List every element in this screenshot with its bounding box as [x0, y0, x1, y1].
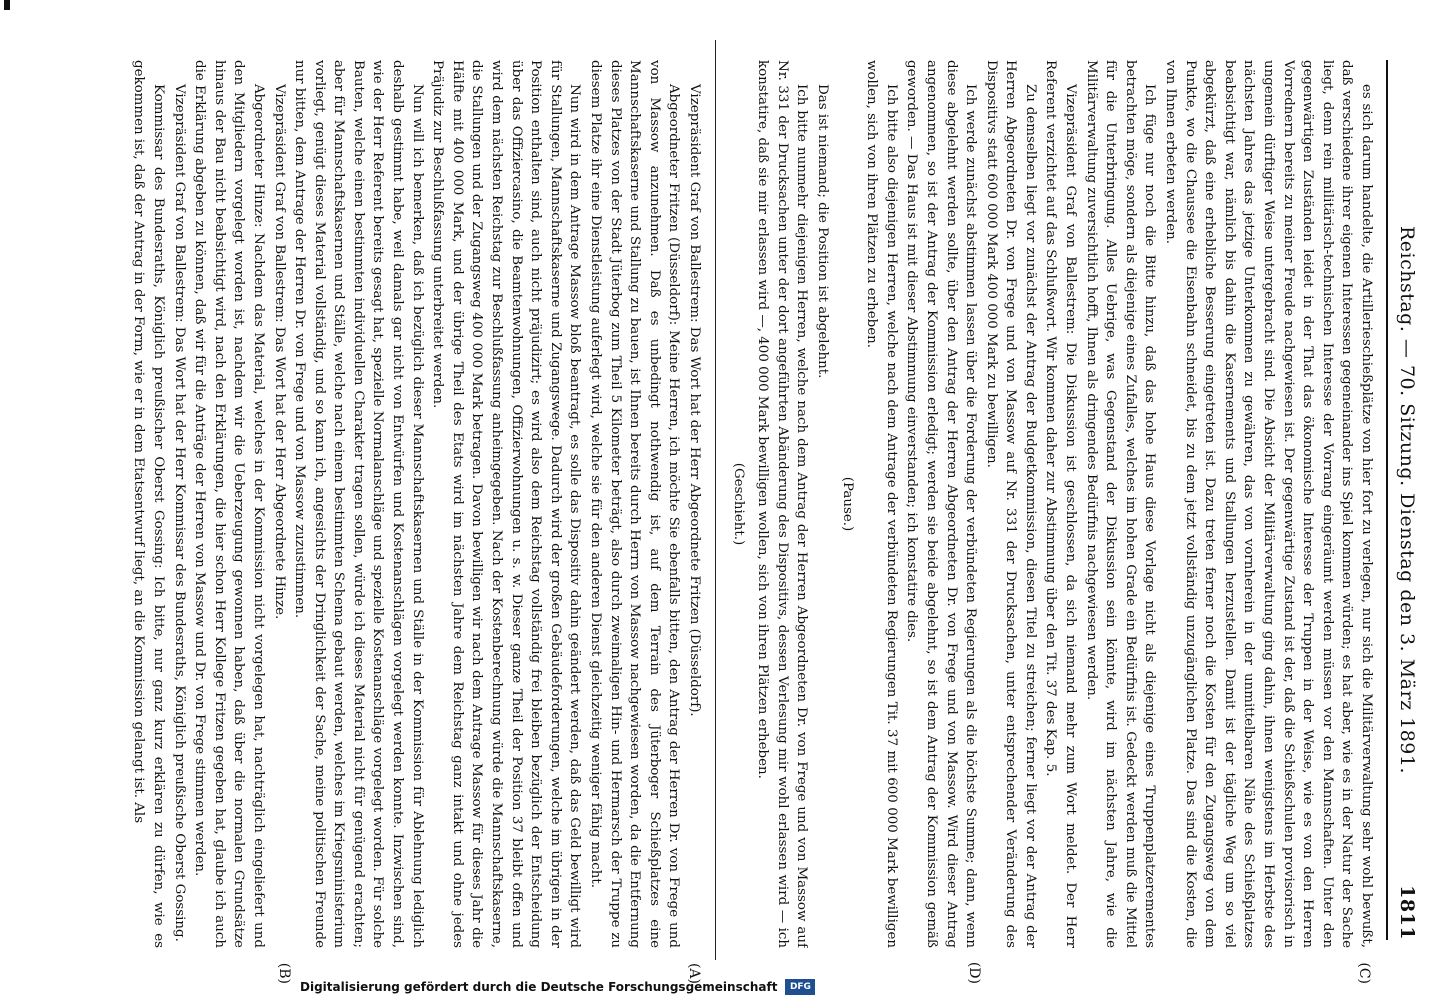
margin-mark-c: (C): [1356, 962, 1372, 984]
head-rule: [1386, 60, 1388, 940]
left-text-column: [44, 60, 704, 948]
right-text-column: [724, 60, 1376, 948]
running-head: [1388, 60, 1418, 940]
page-number: 1811: [1396, 885, 1418, 940]
paragraph: Das ist niemand; die Position ist abgelehnt.: [814, 84, 830, 379]
paragraph: Nun will ich bemerken, daß ich bezüglich dieser Mannschaftskasernen und Ställe in der Kommission für Ablehnung lediglich deshalb gestimmt habe, weil damals gar nicht von Entwürfen und Kostenanschlägen vorgelegt werden konnte. Inzwischen sind, wie der Herr Referent bereits gesagt hat, spezielle Normalanschläge und spezielle Kostenanschläge vorgelegt worden. Für solche Bauten, welche einen bestimmten individuellen Charakter tragen sollen, würde ich dieses Material nicht für genügend erachten; aber für Mannschaftskasernen und Ställe, welche nach einem bestimmten Schema gebaut werden, welches im Kriegsministerium vorliegt, genügt dieses Material vollständig, und so kann ich, angesichts der Dringlichkeit der Sache, meine politischen Freunde nur bitten, dem Antrage der Herren Dr. von Frege und von Massow zuzustimmen.: [292, 60, 425, 948]
paragraph: Ich füge nur noch die Bitte hinzu, daß das hohe Haus diese Vorlage nicht als diejenige eines Truppenplatzerementes betrachten möge, sondern als diejenige eines Zufalles, welches im hohen Grade ein Bedürfnis ist. Gedeckt werden muß die Mittel für die Unterbringung. Alles Uebrige, was Gegenstand der Diskussion sein könnte, wird im nächsten Jahre, wie die Militärverwaltung zuversichtlich hofft, Ihnen als dringendes Bedürfnis nachgewiesen werden.: [1083, 60, 1158, 948]
margin-mark-a: (A): [686, 962, 702, 984]
paragraph: Vizepräsident Graf von Ballestrem: Die Diskussion ist geschlossen, da sich niemand mehr zum Wort meldet. Der Herr Referent verzichtet auf das Schlußwort. Wir kommen daher zur Abstimmung über den Tit. 37 des Kap. 5.: [1043, 60, 1079, 948]
paragraph: Ich bitte also diejenigen Herren, welche nach dem Antrage der verbündeten Regierungen Tit. 37 mit 600 000 Mark bewilligen wollen, sich von ihren Plätzen zu erheben.: [864, 60, 899, 948]
paragraph: Ich bitte nunmehr diejenigen Herren, welche nach dem Antrag der Herren Abgeordneten Dr. von Frege und von Massow auf Nr. 331 der Drucksachen unter der dort angeführten Abänderung des Dispositivs, dessen Verlesung mir wohl erlassen wird — ich konstatire, daß sie mir erlassen wird —, 400 000 Mark bewilligen wollen, sich von ihren Plätzen erheben.: [755, 60, 810, 948]
running-head-title: Reichstag. — 70. Sitzung. Dienstag den 3. März 1891.: [1396, 225, 1418, 775]
paragraph: Ich werde zunächst abstimmen lassen über die Forderung der verbündeten Regierungen als die höchste Summe; dann, wenn diese abgelehnt werden sollte, über den Antrag der Herren Abgeordneten Dr. von Frege und von Massow. Wird dieser Antrag angenommen, so ist der Antrag der Kommission erledigt; werden sie beide abgelehnt, so ist dem Antrag der Kommission gemäß geworden. — Das Haus ist mit dieser Abstimmung einverstanden; ich konstatire dies.: [904, 60, 979, 948]
margin-mark-b: (B): [276, 962, 292, 984]
paragraph: (Geschieht.): [730, 462, 746, 546]
digitization-credit: [300, 974, 815, 1000]
paragraph: Vizepräsident Graf von Ballestrem: Das Wort hat der Herr Kommissar des Bundesraths, Königlich preußische Oberst Gossing.: [171, 84, 187, 942]
paragraph: Zu demselben liegt vor zunächst der Antrag der Budgetkommission, diesen Titel zu streichen; ferner liegt vor der Antrag der Herren Abgeordneten Dr. von Frege und von Massow auf Nr. 331 der Drucksachen, unter entsprechender Veränderung des Dispositivs statt 600 000 Mark 400 000 Mark zu bewilligen.: [983, 60, 1038, 948]
paragraph: Nun wird in dem Antrage Massow bloß beantragt, es solle das Dispositiv dahin geändert werden, daß das Geld bewilligt wird für Stallungen, Mannschaftskaserne und Zugangswege. Dadurch wird der großen Gebäudeforderungen, welche im übrigen in der Position enthalten sind, auch nicht präjudizirt; es wird also dem Reichstag vollständig frei bleiben bezüglich der Entscheidung über das Offiziercasino, die Beamtenwohnungen, Offizierwohnungen u. s. w. Dieser ganze Theil der Position 37 bleibt offen und wird dem nächsten Reichstag zur Beschlußfassung anheimgegeben. Nach der Kostenberechnung würde die Mannschaftskaserne, die Stallungen und der Zugangsweg 400 000 Mark betragen. Davon bewilligen wir nach dem Antrage Massow für dieses Jahr die Hälfte mit 400 000 Mark, und der übrige Theil des Etats wird im nächsten Jahre dem Reichstag ganz intakt und ohne jedes Präjudiz zur Beschlußfassung unterbreitet werden.: [430, 60, 583, 948]
paragraph: Abgeordneter Hinze: Nachdem das Material, welches in der Kommission nicht vorgelegen hat, nachträglich eingeliefert und den Mitgliedern vorgelegt worden ist, nachdem wir die Ueberzeugung gewonnen haben, daß über die normalen Grundsätze hinaus der Bau nicht beabsichtigt wird, nach den Erklärungen, die hier schon Herr Kollege Fritzen gegeben hat, glaube ich auch die Erklärung abgeben zu können, daß wir für die Anträge der Herren von Massow und Dr. von Frege stimmen werden.: [192, 60, 266, 948]
paragraph: Kommissar des Bundesraths, Königlich preußischer Oberst Gossing: Ich bitte, nur ganz kurz erklären zu dürfen, wie es gekommen ist, daß der Antrag in der Form, wie er in dem Etatsentwurf liegt, an die Kommission gelangt ist. Als: [131, 60, 166, 948]
paragraph: (Pause.): [839, 476, 855, 532]
margin-mark-d: (D): [966, 961, 982, 984]
paragraph: Abgeordneter Fritzen (Düsseldorf): Meine Herren, ich möchte Sie ebenfalls bitten, den Antrag der Herren Dr. von Frege und von Massow anzunehmen. Daß es unbedingt nothwendig ist, auf dem Terrain des Jüterboger Schießplatzes eine Mannschaftskaserne und Stallung zu bauen, ist Ihnen bereits durch Herrn von Massow nachgewiesen worden, da die Entfernung dieses Platzes von der Stadt Jüterbog zum Theil 5 Kilometer beträgt, also durch zweimaligen Hin- und Hermarsch der Truppe zu diesem Platze ihr eine Dienstleistung auferlegt wird, welche sie für den anderen Dienst gleichzeitig weniger fähig macht.: [588, 60, 682, 948]
column-divider: [715, 40, 716, 960]
paragraph: Vizepräsident Graf von Ballestrem: Das Wort hat der Herr Abgeordnete Hinze.: [271, 84, 287, 620]
paragraph: es sich darum handelte, die Artillerieschießplätze von hier fort zu verlegen, nur sich die Militärverwaltung sehr wohl bewußt, daß verschiedene ihrer eigenen Interessen gegeneinander ins Spiel kommen würden; es hat aber, wie es in der Natur der Sache liegt, denn rein militärisch-technischen Interesse der Vorrang eingeräumt werden müssen vor den Mannschaften. Unter den gegenwärtigen Zuständen leidet in der That das ökonomische Interesse der Truppen in der Weise, wie es von den Herren Vorrednern bereits zu meiner Freude nachgewiesen ist. Der gegenwärtige Zustand ist der, daß die Schießschulen provisorisch in ungemein dürftiger Weise untergebracht sind. Die Absicht der Militärverwaltung ging dahin, ihnen wenigstens im Herbste des nächsten Jahres das jetzige Unterkommen zu gewähren, das von vornherein in der unmittelbaren Nähe des Schießplatzes beabsichtigt war, nämlich bis dahin die Kasernements und Stallungen herzustellen. Damit ist der tägliche Weg um so viel abgekürzt, daß eine erhebliche Besserung eingetreten ist. Dazu treten ferner noch die Kosten für den Zugangsweg von dem Punkte, wo die Chaussee die Eisenbahn schneidet, bis zu dem jetzt vollständig unzugänglichen Platze. Das sind die Kosten, die von Ihnen erbeten werden.: [1163, 60, 1374, 948]
dfg-logo-icon: DFG: [785, 979, 815, 995]
credit-text: Digitalisierung gefördert durch die Deutsche Forschungsgemeinschaft: [300, 980, 778, 994]
paragraph: Vizepräsident Graf von Ballestrem: Das Wort hat der Herr Abgeordnete Fritzen (Düsseldorf).: [687, 84, 702, 717]
